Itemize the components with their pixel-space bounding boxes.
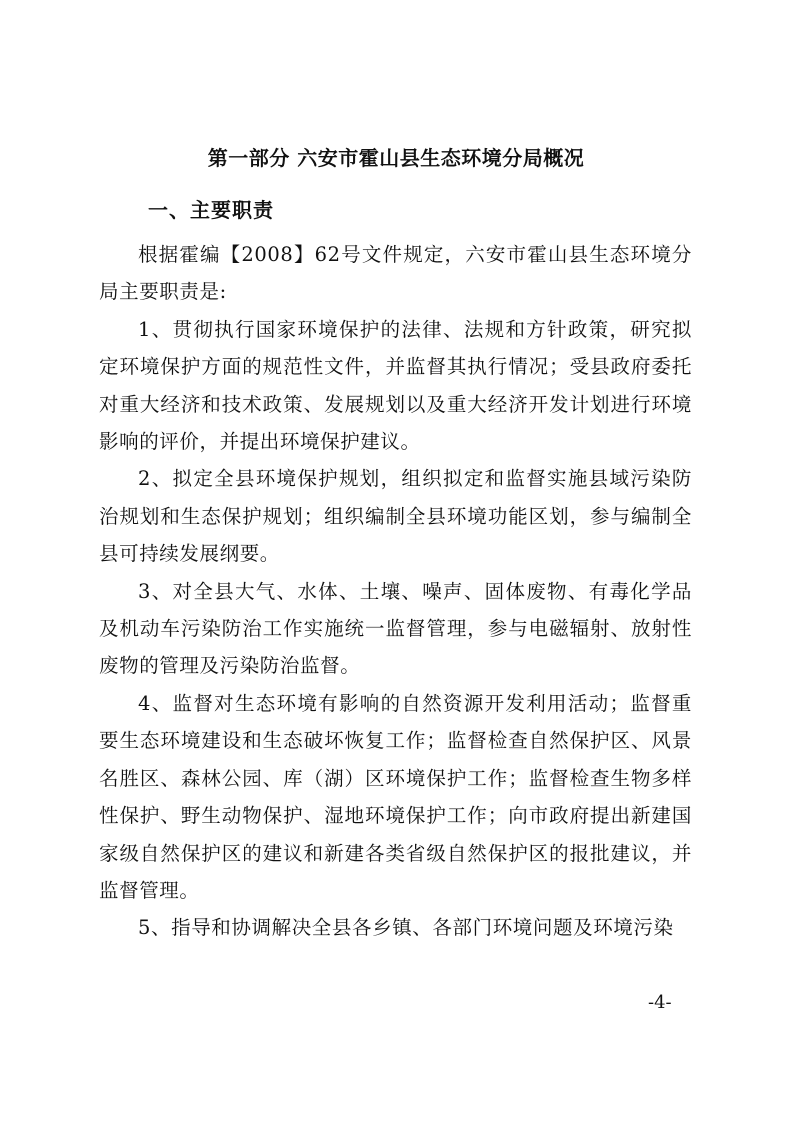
paragraph-duty-1: 1、贯彻执行国家环境保护的法律、法规和方针政策，研究拟定环境保护方面的规范性文件，并监督其执行情况；受县政府委托对重大经济和技术政策、发展规划以及重大经济开发计划进行环境影响的评价，并提出环境保护建议。 (99, 317, 692, 454)
paragraph-duty-3: 3、对全县大气、水体、土壤、噪声、固体废物、有毒化学品及机动车污染防治工作实施统一监督管理，参与电磁辐射、放射性废物的管理及污染防治监督。 (99, 579, 692, 678)
page-number: -4- (648, 992, 672, 1013)
paragraph-duty-2: 2、拟定全县环境保护规划，组织拟定和监督实施县域污染防治规划和生态保护规划；组织编制全县环境功能区划，参与编制全县可持续发展纲要。 (99, 467, 692, 566)
paragraph-duty-4: 4、监督对生态环境有影响的自然资源开发利用活动；监督重要生态环境建设和生态破坏恢复工作；监督检查自然保护区、风景名胜区、森林公园、库（湖）区环境保护工作；监督检查生物多样性保护、野生动物保护、湿地环境保护工作；向市政府提出新建国家级自然保护区的建议和新建各类省级自然保护区的报批建议，并监督管理。 (99, 691, 692, 902)
body-text (99, 236, 692, 947)
paragraph-intro: 根据霍编【2008】62号文件规定，六安市霍山县生态环境分局主要职责是: (99, 243, 692, 304)
page-title: 第一部分 六安市霍山县生态环境分局概况 (207, 146, 585, 170)
paragraph-duty-5: 5、指导和协调解决全县各乡镇、各部门环境问题及环境污染 (138, 916, 674, 940)
section-heading: 一、主要职责 (148, 198, 274, 222)
